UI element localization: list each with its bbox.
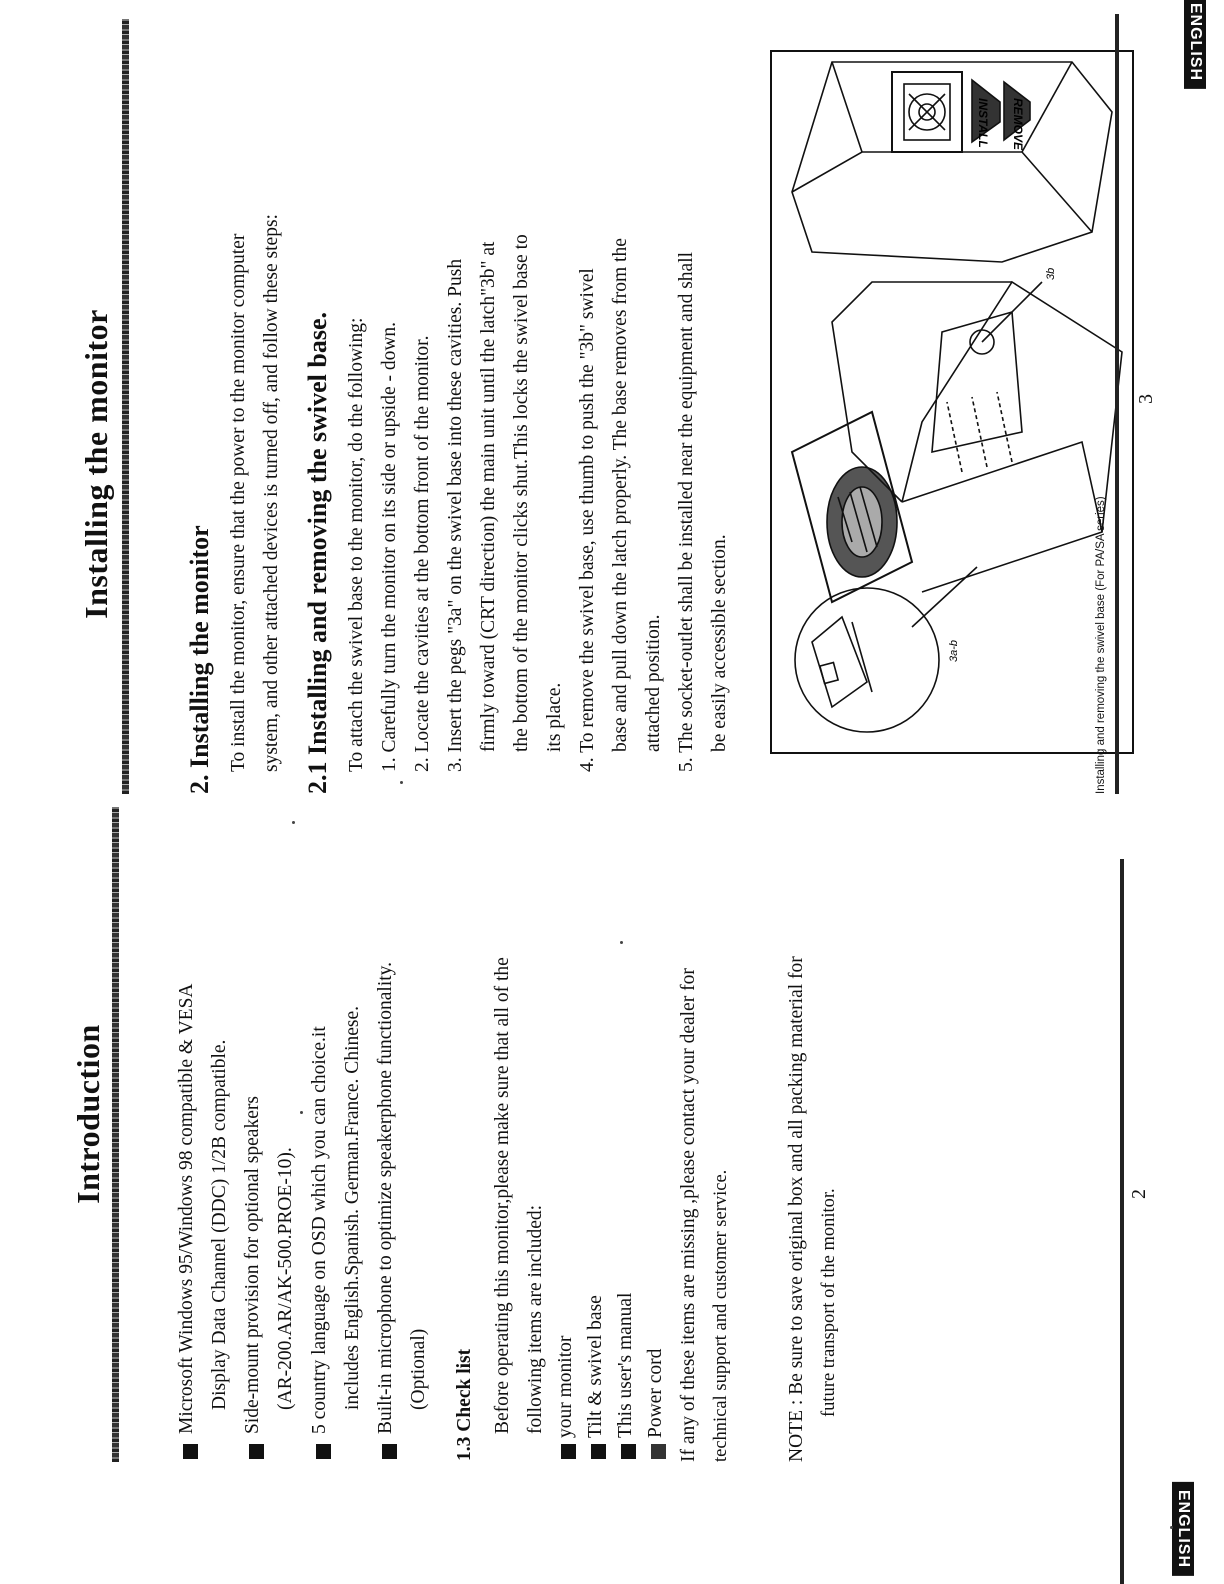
- scan-speck: [292, 821, 295, 824]
- subsection-heading: 2.1 Installing and removing the swivel base.: [303, 311, 332, 794]
- step-line: its place.: [544, 682, 565, 752]
- note-text: NOTE : Be sure to save original box and all packing material for: [786, 956, 807, 1462]
- label-remove: REMOVE: [1011, 98, 1025, 151]
- step-line: 3. Insert the pegs "3a" on the swivel base into these cavities. Push: [445, 258, 466, 772]
- page-title-installing: Installing the monitor: [78, 309, 114, 619]
- step-line: 2. Locate the cavities at the bottom front of the monitor.: [412, 335, 433, 772]
- english-tab-top: ENGLISH: [1184, 0, 1206, 89]
- page-number: 2: [1128, 1189, 1150, 1199]
- step-line: be easily accessible section.: [709, 534, 730, 752]
- bullet-icon: [249, 1444, 264, 1459]
- scan-speck: [620, 941, 623, 944]
- bullet-icon: [591, 1444, 606, 1459]
- section-heading: 2. Installing the monitor: [185, 525, 214, 794]
- missing-items-text: If any of these items are missing ,please contact your dealer for: [678, 968, 699, 1462]
- checklist-intro: Before operating this monitor,please make sure that all of the: [492, 957, 513, 1434]
- section-text: To install the monitor, ensure that the power to the monitor computer: [228, 233, 249, 772]
- checklist-item: Tilt & swivel base: [585, 1295, 606, 1438]
- feature-line: Display Data Channel (DDC) 1/2B compatible.: [209, 1039, 230, 1410]
- step-line: the bottom of the monitor clicks shut.This locks the swivel base to: [511, 234, 532, 752]
- bottom-rule: [1115, 14, 1119, 794]
- feature-line: 5 country language on OSD which you can choice.it: [309, 1026, 330, 1434]
- step-line: 5. The socket-outlet shall be installed near the equipment and shall: [676, 251, 697, 772]
- checklist-intro: following items are included:: [525, 1204, 546, 1434]
- bottom-rule: [1120, 859, 1124, 1584]
- note-text: future transport of the monitor.: [819, 1188, 839, 1417]
- label-3b: 3b: [1045, 267, 1057, 280]
- feature-line: includes English.Spanish. German.France. Chinese.: [342, 1005, 363, 1410]
- english-tab-bottom: ENGLISH: [1172, 1482, 1194, 1576]
- scan-speck: [1170, 1526, 1173, 1529]
- figure-caption: Installing and removing the swivel base (For PA/SA series): [1095, 496, 1107, 794]
- scan-speck: [400, 781, 403, 784]
- bullet-icon: [561, 1444, 576, 1459]
- checklist-item: your monitor: [555, 1335, 576, 1438]
- page-title-introduction: Introduction: [70, 1024, 106, 1204]
- feature-line: Side-mount provision for optional speakers: [242, 1096, 263, 1434]
- bullet-icon: [183, 1444, 198, 1459]
- swivel-base-figure: [770, 50, 1134, 754]
- feature-line: (Optional): [408, 1328, 429, 1410]
- checklist-item: This user's manual: [615, 1292, 636, 1438]
- missing-items-text: technical support and customer service.: [711, 1169, 731, 1462]
- step-line: 1. Carefully turn the monitor on its side or upside - down.: [379, 321, 400, 772]
- step-line: base and pull down the latch properly. The base removes from the: [610, 238, 631, 752]
- section-text: system, and other attached devices is turned off, and follow these steps:: [261, 214, 282, 772]
- bullet-icon: [316, 1444, 331, 1459]
- page-number: 3: [1135, 394, 1157, 404]
- step-line: firmly toward (CRT direction) the main unit until the latch"3b" at: [478, 241, 499, 752]
- feature-line: (AR-200.AR/AK-500.PROE-10).: [275, 1147, 296, 1410]
- title-rule: [122, 19, 129, 794]
- scan-speck: [300, 1111, 303, 1114]
- checklist-heading: 1.3 Check list: [454, 1348, 475, 1461]
- step-line: To attach the swivel base to the monitor, do the following:: [346, 317, 367, 772]
- bullet-icon: [621, 1444, 636, 1459]
- checklist-item: Power cord: [645, 1348, 666, 1438]
- title-rule: [112, 807, 119, 1462]
- feature-line: Built-in microphone to optimize speakerphone functionality.: [375, 961, 396, 1434]
- feature-line: Microsoft Windows 95/Windows 98 compatible & VESA: [176, 983, 197, 1434]
- bullet-icon: [382, 1444, 397, 1459]
- step-line: attached position.: [643, 614, 664, 752]
- bullet-icon: [651, 1444, 666, 1459]
- left-page: [0, 794, 1224, 1584]
- step-line: 4. To remove the swivel base, use thumb to push the "3b" swivel: [577, 268, 598, 772]
- label-install: INSTALL: [976, 98, 990, 148]
- monitor-swivel-illustration: [772, 52, 1132, 752]
- label-3a: 3a-b: [948, 639, 960, 662]
